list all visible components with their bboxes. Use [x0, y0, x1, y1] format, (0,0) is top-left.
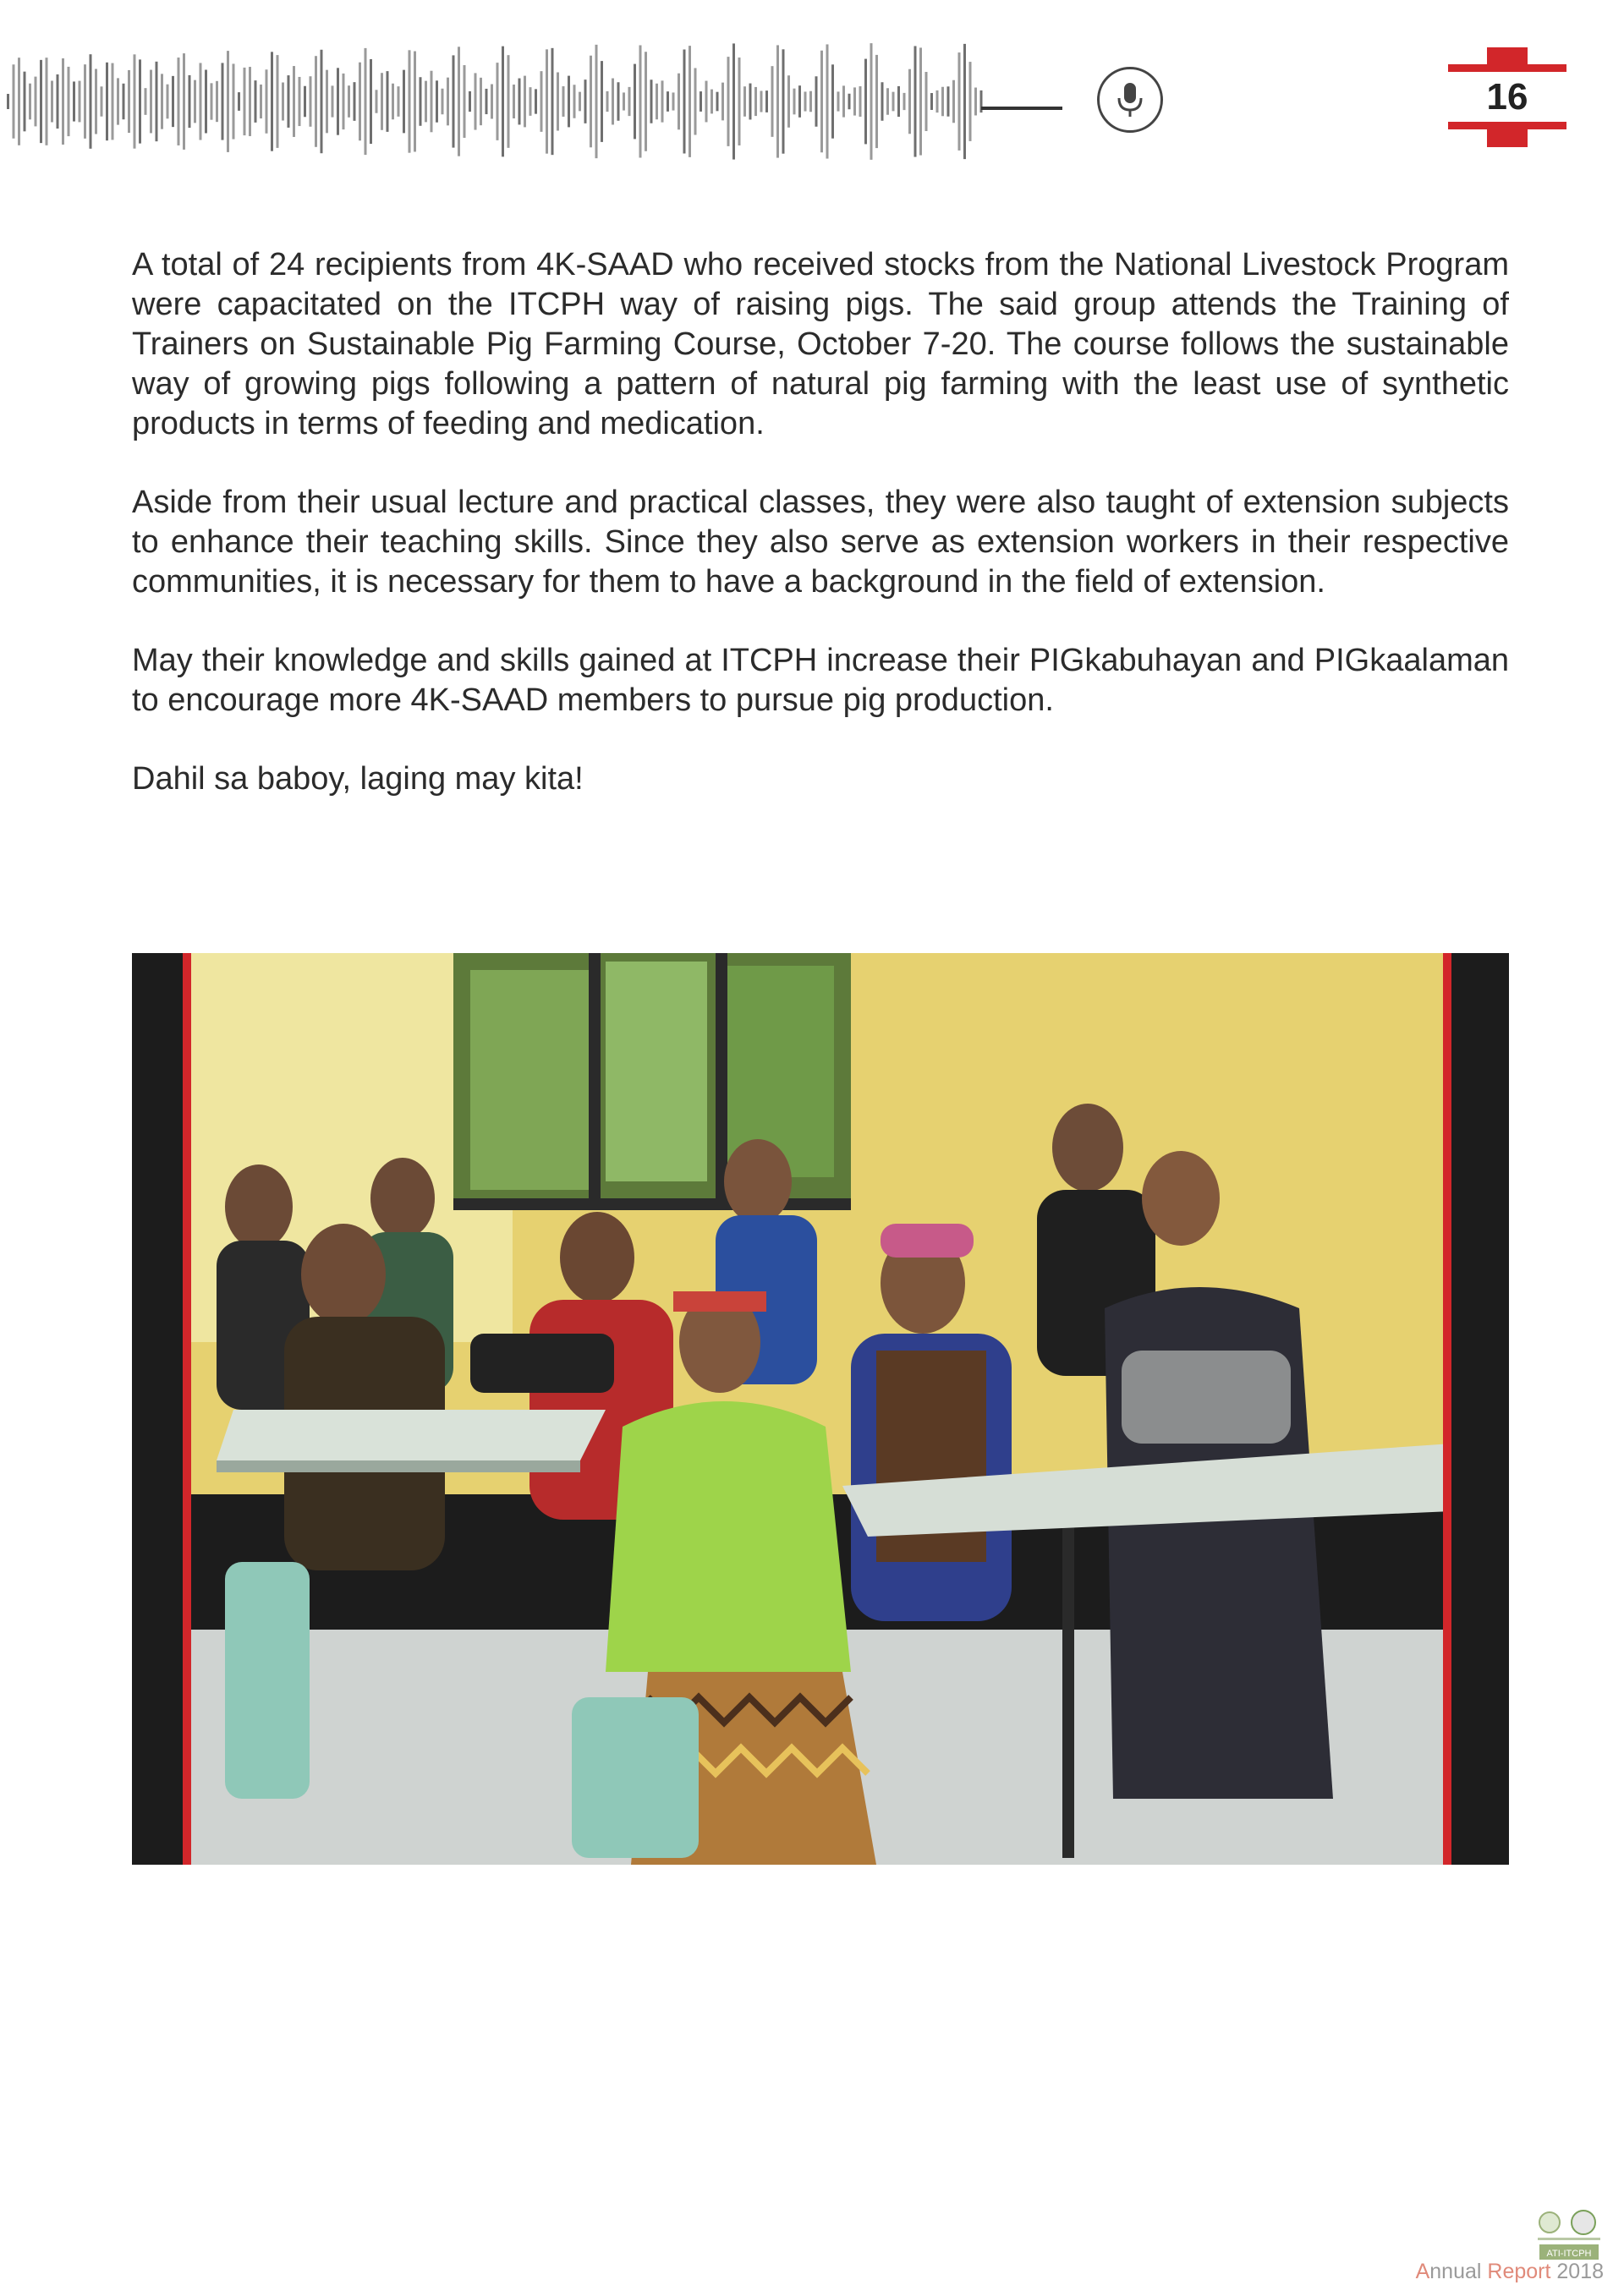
page-number: 16: [1486, 76, 1528, 118]
report-year: 2018: [1550, 2260, 1604, 2283]
ati-itcph-logo: [1531, 2209, 1607, 2263]
microphone-icon: [1097, 67, 1163, 133]
classroom-photo-illustration: [132, 953, 1509, 1865]
report-title-part2: Report: [1487, 2260, 1551, 2283]
article-body: [132, 245, 1509, 838]
annual-report-footer: [1416, 2260, 1604, 2284]
closing-line: Dahil sa baboy, laging may kita!: [132, 761, 584, 797]
page-header: [0, 0, 1624, 169]
paragraph: May their knowledge and skills gained at ITCPH increase their PIGkabuhayan and PIGkaalaman to encourage more 4K-SAAD members to pursue pig production.: [132, 643, 1509, 718]
report-title-part1: nnual: [1429, 2260, 1488, 2283]
page-number-badge: [1448, 47, 1566, 149]
training-photo: [132, 953, 1509, 1865]
waveform-icon: [0, 34, 1066, 169]
logo-text: ATI-ITCPH: [1546, 2249, 1592, 2259]
report-title-initial: A: [1415, 2260, 1430, 2283]
paragraph: A total of 24 recipients from 4K-SAAD who received stocks from the National Livestock Program were capacitated on the ITCPH way of raising pigs. The said group attends the Training of Trainers on Sustainable Pig Farming Course, October 7-20. The course follows the sustainable way of growing pigs following a pattern of natural pig farming with the least use of synthetic products in terms of feeding and medication.: [132, 247, 1509, 441]
paragraph: Aside from their usual lecture and practical classes, they were also taught of extension subjects to enhance their teaching skills. Since they also serve as extension workers in their respective communities, it is necessary for them to have a background in the field of extension.: [132, 485, 1509, 600]
